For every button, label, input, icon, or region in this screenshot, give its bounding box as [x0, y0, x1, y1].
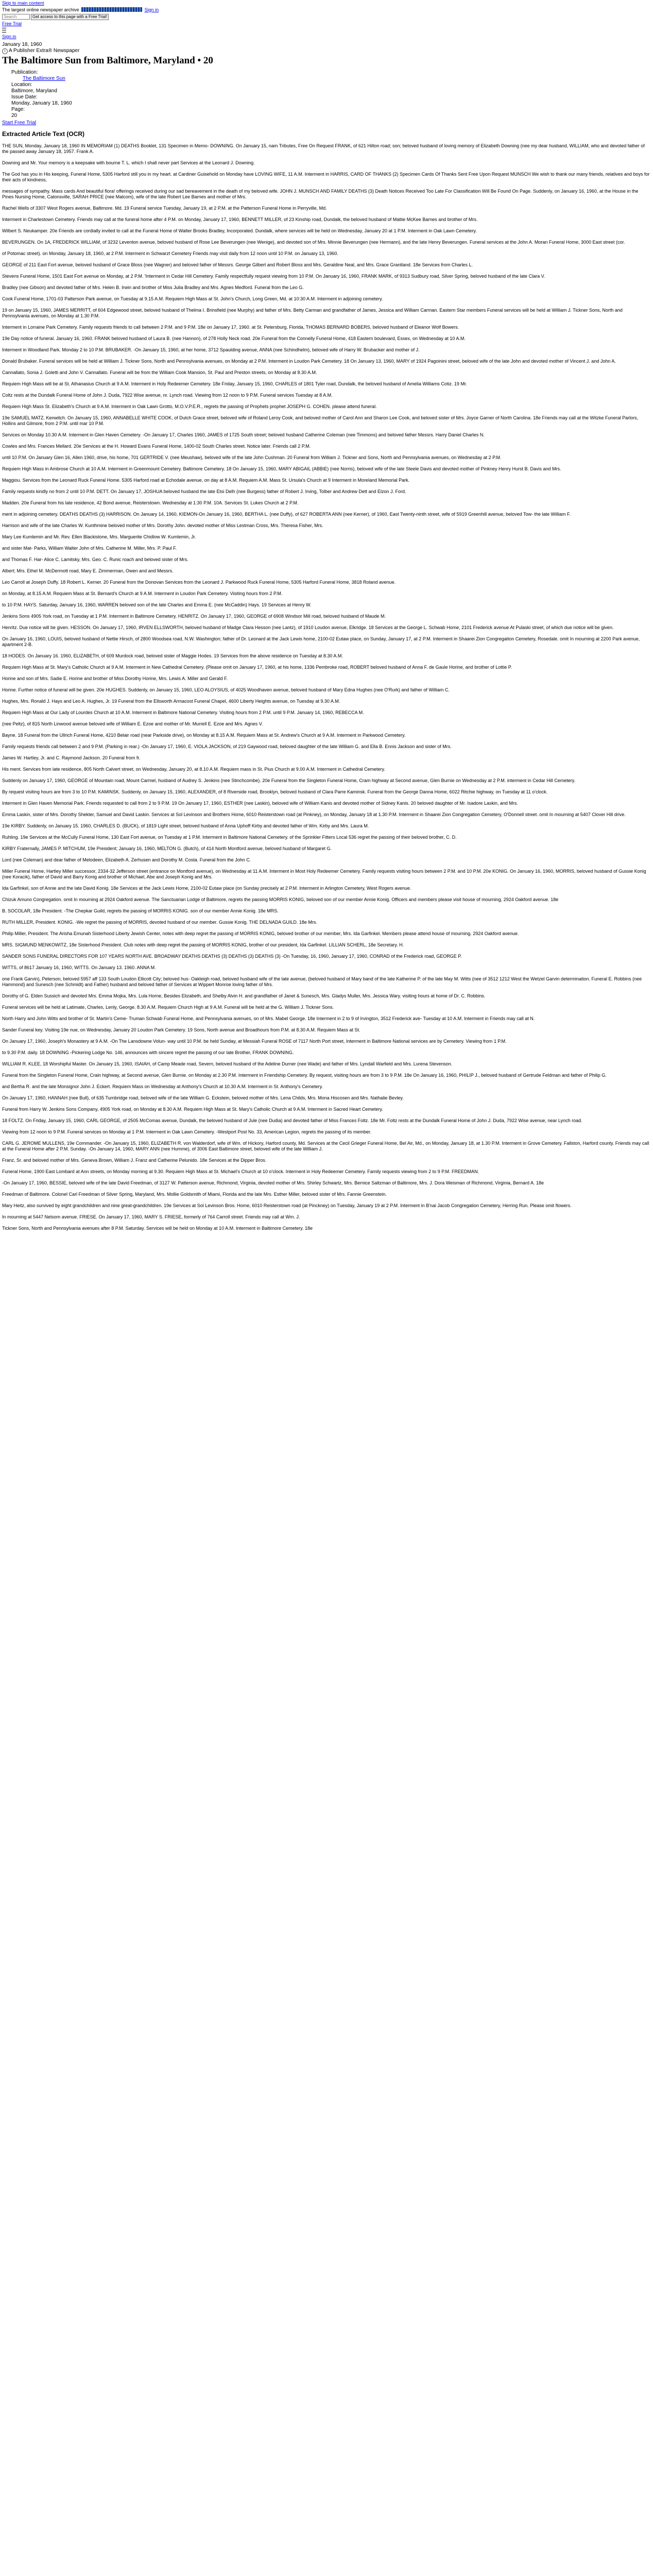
publication-link[interactable]: The Baltimore Sun — [23, 76, 65, 81]
free-trial-access-button[interactable]: Get access to this page with a Free Trial! — [31, 14, 109, 20]
ocr-paragraph: Wilbert S. Neukamper. 20e Friends are cordially invited to call at the Funeral Home of Walter Brooks Bradley, Incorporated. Dundalk, where services will be held on Wednesday, January 20 at 1 P.M. Interment in Oak Lawn Cemetery. — [2, 228, 477, 233]
ocr-paragraph: Family requests friends call between 2 and 9 P.M. (Parking in rear.) -On January 17, 1960, E. VIOLA JACKSON, of 219 Gaywood road, beloved daughter of the late William G. and Ella B. Ennis Jackson and sister of Mrs. — [2, 744, 452, 749]
ocr-paragraph: Chizuk Amuno Congregation. omit In mourning at 2924 Oakford avenue. The Sanctuarian Lodge of Baltimore, regrets the passing MORRIS KONIG, beloved son of our member Annie Konig. Officers and members please visit house of mourning, 2924 Oakford avenue. 18e — [2, 897, 559, 902]
ocr-paragraph: Funeral from the Singleton Funeral Home, Crain highway, at Second avenue, Glen Burnie. on Monday at 2.30 P.M. Interment in Friendship Cemetery. By request, visiting hours are from 3 to 9 P.M. 18e On January 16, 1960, PHILIP J., beloved husband of Gertrude Feldman and father of Philip G. — [2, 1073, 607, 1078]
ocr-paragraph: His ment. Services from late residence, 805 North Calvert street, on Wednesday, January 20, at 8.10 A.M. Requiem mass in St. Pius Church at 9.00 A.M. Interment in Cathedral Cemetery. — [2, 767, 385, 772]
page-date: January 18, 1960 — [2, 42, 42, 47]
ocr-paragraph: Downing and Mr. Your memory is a keepsake with bourne T. L. which I shall never part Services at the Leonard J. Downing. — [2, 160, 255, 165]
top-bar — [2, 6, 651, 13]
ocr-paragraph: Henritz. Due notice will be given. HESSON. On January 17, 1960, IRVEN ELLSWORTH, beloved husband of Madge Clara Hesson (nee Lantz), of 1910 Loudon avenue, Elkridge. 18 Services at the George L. Schwab Home, 2101 Frederick avenue At Pulaski street, of which due notice will be given. — [2, 625, 614, 630]
ocr-paragraph: 18 FOLTZ. On Friday, January 15, 1960, CARL GEORGE, of 2505 McComas avenue, Dundalk, the beloved husband of Jule (nee Dudia) and devoted father of Miss Frances Foltz. 18e Mr. Foltz rests at the Dundalk Funeral Home of John J. Duda, 7922 Wise avenue, near Lynch road. — [2, 1118, 582, 1123]
sign-in-link[interactable]: Sign in — [2, 34, 16, 39]
ocr-paragraph: In mourning at 5447 Nelsom avenue. FRIESE. On January 17, 1960, MARY S. FRIESE, formerly of 764 Carroll street. Friends may call at Wm. J. — [2, 1214, 300, 1219]
ocr-paragraph: Tickner Sons, North and Pennsylvania avenues after 8 P.M. Saturday. Services will be held on Monday at 10 A.M. Interment in Baltimore Cemetery. 18e — [2, 1226, 313, 1231]
ocr-paragraph: Dorothy of G. Elden Sussich and devoted Mrs. Emma Mojka, Mrs. Lula Horne, Besides Elizabeth, and Shelby Alvin H. and grandfather of Janet & Sunesch, Mrs. Gladys Muller, Mrs. Jessica Wary. visiting hours at home of Dr. C. Robbins. — [2, 993, 486, 998]
ocr-paragraph: SANDER SONS FUNERAL DIRECTORS FOR 107 YEARS NORTH AVE. BROADWAY DEATHS DEATHS (3) DEATHS (3) DEATHS (3) -On Tuesday, 16, 1960, January 17, 1960, CONRAD of the Frederick road, GEORGE P. — [2, 954, 462, 959]
location-value: Baltimore, Maryland — [11, 88, 57, 94]
ocr-paragraph: Miller Funeral Home, Hartley Miller successor, 2334-32 Jefferson street (entrance on Montford avenue), on Wednesday at 11 A.M. Interment in Most Holy Redeemer Cemetery. Family requests visiting hours between 2 P.M. and 10 P.M. 20e KONIG. On January 16, 1960, MORRIS, beloved husband of Gussie Konig (nee Koracik), father of David and Barry Konig and brother of Michael, Abe and Joseph Konig and Mrs. — [2, 869, 646, 879]
ocr-paragraph: Maggiou. Services from the Leonard Ruck Funeral Home. 5305 Harford road at Echodale avenue, on day at 8 A.M. Requiem A.M. Mass St. Ursula's Church at 9 Interment in Moreland Memorial Park. — [2, 478, 410, 483]
ocr-paragraph: Bradley (nee Gibson) and devoted father of Mrs. Helen B. Irwin and brother of Miss Julia Bradley and Mrs. Agnes Medford. Funeral from the Leo G. — [2, 285, 304, 290]
ocr-paragraph: Ruhling. 19e Services at the McCully Funeral Home, 130 East Fort avenue, on Tuesday at 1 P.M. Interment in Baltimore National Cemetery. of the Sprinkler Fitters Local 536 regret the passing of their beloved brother, C. D. — [2, 835, 457, 840]
ocr-paragraph: and Bertha R. and the late Monsignor John J. Eckert. Requiem Mass on Wednesday at Anthony's Church at 10.30 A.M. Interment in St. Anthony's Cemetery. — [2, 1084, 323, 1089]
ocr-paragraph: Requiem High Mass at St. Mary's Catholic Church at 9 A.M. Interment in New Cathedral Cemetery. (Please omit on January 17, 1960, at his home, 1336 Pembroke road, ROBERT beloved husband of Anna F. de Gaule Horine, and brother of Lottie P. — [2, 665, 512, 670]
ocr-paragraph: Requiem High Mass will be at St. Athanasius Church at 9 A.M. Interment in Holy Redeemer Cemetery. 18e Friday, January 15, 1960, CHARLES of 1801 Tyler road, Dundalk, the beloved husband of Amelia Williams Cotiz. 19 Mr. — [2, 381, 467, 386]
ocr-paragraph: GEORGE of 211 East Fort avenue, beloved husband of Grace Bloss (nee Wagner) and beloved father of Messrs. George Gilbert and Robert Bloss and Mrs. Geraldine Neal, and Mrs. Grace Grantland. 18e Services from Charles L. — [2, 262, 473, 267]
ocr-paragraph: Cook Funeral Home, 1701-03 Patterson Park avenue, on Tuesday at 9.15 A.M. Requiem High Mass at St. John's Church, Long Green, Md. at 10:30 A.M. Interment in adjoining cemetery. — [2, 296, 383, 301]
page-title: The Baltimore Sun from Baltimore, Maryland • 20 — [2, 55, 213, 66]
ocr-paragraph: Emma Laskin, sister of Mrs. Dorothy Shekter, Samuel and David Laskin. Services at Sol Levinson and Brothers Home, 6010 Reisterstown road (at Pinkney), on Monday, January 18 at 1.30 P.M. Interment in Shaarei Zion Congregation Cemetery, O'Donnell street. omit In mourning at 5407 Clover Hill drive. — [2, 812, 626, 817]
ocr-paragraph: Funeral Home, 1900 East Lombard at Ann streets, on Monday morning at 9.30. Requiem High Mass at St. Michael's Church at 10 o'clock. Interment in Holy Redeemer Cemetery. Family requests viewing from 2 to 9 P.M. FREEDMAN. — [2, 1169, 479, 1174]
publication-metadata — [11, 70, 651, 119]
ocr-paragraph: By request visiting hours are from 3 to 10 P.M. KAMINSK. Suddenly, on January 15, 1960, ALEXANDER, of 8 Riverside road, Brooklyn, beloved husband of Clara Parre Kaminsk. Funeral from the George Danna Home, 6022 Ritchie highway, on Tuesday at 11 o'clock. — [2, 789, 548, 794]
ocr-paragraph: Interment in Lorraine Park Cemetery. Family requests friends to call between 2 P.M. and 9 P.M. 18e on January 17, 1960. at St. Petersburg, Florida, THOMAS BERNARD BOBERS, beloved husband of Eleanor Wolf Bowers. — [2, 325, 459, 330]
ocr-paragraph: MRS. SIGMUND MENKOWITZ, 18e Sisterhood President. Club notes with deep regret the passing of MORRIS KONIG, brother of our president, Ida Garfinkel. LILLIAN SCHERL, 18e Secretary. H. — [2, 942, 404, 947]
ocr-paragraph: Mary Lee Kumlemin and Mr. Rev. Ellen Blackistone, Mrs. Marguerite Chidlow W. Kumlemin, Jr. — [2, 534, 196, 539]
ocr-paragraph: Lord (nee Coleman) and dear father of Melodeen, Elizabeth A. Zerhusen and Dorothy M. Costa. Funeral from the John C. — [2, 857, 251, 862]
ocr-paragraph: CARL G. JEROME MULLENS, 19e Commander. -On January 15, 1960, ELIZABETH R. von Walderdorf, wife of Wm. of Hickory, Harford county, Md. Services at the Cecil Grieger Funeral Home, Bel Air, Md., on Monday, January 18, at 1.30 P.M. Interment in Grove Cemetery. Fallston, Harford county. Friends may call at the Funeral Home after 2 P.M. Sunday. -On January 14, 1960, MARY ANN (nee Humme), of 3006 East Baltimore street, beloved wife of the late William J. — [2, 1141, 649, 1151]
ocr-paragraph: Coltz rests at the Dundalk Funeral Home of John J. Duda, 7922 Wise avenue, nr. Lynch road. Viewing from 12 noon to 9 P.M. Funeral services Tuesday at 8 A.M. — [2, 393, 333, 398]
ocr-paragraph: until 10 P.M. On January Glen 16, Allen 1960, drive, his home, 701 GERTRIDE V. (nee Meushaw), beloved wife of the late John Cushman. 20 Funeral from William J. Tickner and Sons, North and Pennsylvania avenues, on Wednesday at 2 P.M. — [2, 455, 502, 460]
page — [0, 0, 653, 1231]
ocr-paragraph: Harrison and wife of the late Charles W. Kunthmine beloved mother of Mrs. Dorothy John. devoted mother of Miss Lestman Cross, Mrs. Theresa Fisher, Mrs. — [2, 523, 323, 528]
ocr-paragraph: THE SUN, Monday, January 18, 1960 IN MEMORIAM (1) DEATHS Booklet, 131 Specimen in Memo- DOWNING. On January 15, nam Tributes, Free On Request FRANK, of 621 Hilton road; son; beloved husband of loving memory of Elizabeth Downing (nee my dear husband, WILLIAM, who and devoted father of the passed away January 18, 1957. Frank A. — [2, 143, 645, 154]
ocr-paragraph: North Harry and John Witts and brother of St. Martin's Ceme- Truman Schwab Funeral Home, and Pennsylvania avenues, on of Mrs. Mabel George. 18e Interment in 2 to 9 of Irvington, 3512 Frederick ave- Tuesday at 10 A.M. Interment in Friends may call at N. — [2, 1016, 535, 1021]
ocr-paragraph: KIRBY Fraternally, JAMES P. MITCHUM, 19e President; January 16, 1960, MELTON G. (Butch), of 414 North Montford avenue, beloved husband of Margaret G. — [2, 846, 332, 851]
ocr-paragraph: Requiem High Mass in Ambrose Church at 10 A.M. Interment in Greenmount Cemetery. Baltimore Cemetery. 18 On January 15, 1960, MARY ABIGAIL (ABBIE) (nee Norris), beloved wife of the late Steele Davis and devoted mother of Pinkney Henry Hurst B. Davis and Mrs. — [2, 466, 561, 471]
ocr-paragraph: Madden. 20e Funeral from his late residence, 42 Bond avenue, Reisterstown. Wednesday at 1:30 P.M. 10A. Services St. Lukes Church at 2 P.M. — [2, 500, 299, 505]
ocr-paragraph: 19e Day notice of funeral. January 16, 1960. FRANK beloved husband of Laura B. (nee Hannon), of 278 Holly Neck road. 20e Funeral from the Connelly Funeral Home, 418 Eastern boulevard, Essex, on Wednesday at 10 A.M. — [2, 336, 466, 341]
ocr-paragraph: Ida Garfinkel, son of Annie and the late David Konig. 18e Services at the Jack Lewis Home, 2100-02 Eutaw place (on Sunday precisely at 2 P.M. Interment in Arlington Cemetery, West Rogers avenue. — [2, 886, 411, 891]
ocr-paragraph: Cowles and Mrs. Frances Mellard. 20e Services at the H. Howard Evans Funeral Home, 1400-02 South Charles street. Notice later. Friends call 2 P.M. — [2, 444, 311, 449]
ocr-paragraph: Requiem High Mass at Our Lady of Lourdes Church at 10 A.M. Interment in Baltimore National Cemetery. Visiting hours from 2 P.M. until 9 P.M. January 14, 1960, REBECCA M. — [2, 710, 364, 715]
search-row — [2, 13, 651, 21]
ocr-paragraph: and Thomas F. Har- Alice C. Lamitsky, Mrs. Geo. C. Runic roach and beloved sister of Mrs. — [2, 557, 188, 562]
publisher-extra-label: A Publisher Extra® Newspaper — [9, 48, 80, 54]
ocr-paragraph: BEVERUNGEN. On 1A, FREDERICK WILLIAM, of 3232 Leventon avenue, beloved husband of Rose Lee Beverungen (nee Wenige), and devoted son of Mrs. Minnie Beverungen (nee Hermann), and the late Henry Beverungen. Funeral services at the John A. Moran Funeral Home, 3000 East street (cor. — [2, 240, 625, 245]
ocr-paragraph: Horine and son of Mrs. Sadie E. Horine and brother of Miss Dorothy Horine, Mrs. Lewis A. Miller and Gerald F. — [2, 676, 228, 681]
ocr-paragraph: RUTH MILLER, President. KONIG. -We regret the passing of MORRIS, devoted husband of our member. Gussie Konig. THE DELNADA GUILD. 18e Mrs. — [2, 920, 317, 925]
newspapers-logo[interactable] — [81, 7, 142, 12]
ocr-paragraph: Services on Monday 10.30 A.M. Interment in Glen Haven Cemetery. -On January 17, Charles 1960, JAMES of 1725 South street; beloved husband Catherine Coleman (nee Timmons) and beloved father Messrs. Harry Daniel Charles N. — [2, 432, 485, 437]
ocr-paragraph: Rachel Wells of 3307 West Rogers avenue, Baltimore. Md. 19 Funeral service Tuesday, January 19, at 2 P.M. at the Patterson Funeral Home in Perryville, Md. — [2, 206, 327, 211]
ocr-paragraph: Stevens Funeral Home, 1501 East Fort avenue on Monday, at 2 P.M. 'Interment in Cedar Hill Cemetery. Family respectfully request viewing from 10 P.M. On January 16, 1960, FRANK MARK, of 9313 Sudbury road, Silver Spring, beloved husband of the late Clara V. — [2, 274, 545, 279]
start-free-trial-link[interactable]: Start Free Trial — [2, 120, 37, 126]
ocr-paragraph: -On January 17, 1960, BESSIE, beloved wife of the late David Freedman, of 3127 W. Patterson avenue, Richmond, Virginia, devoted mother of Mrs. Shirley Schwartz, Mrs. Bernice Saltzman of Baltimore, Mrs. J. Dora Weisman of Richmond, Virginia, Bernard A. 18e — [2, 1180, 544, 1185]
issue-date-label: Issue Date: — [11, 94, 38, 100]
ocr-paragraph: Requiem High Mass St. Elizabeth's Church at 9 A.M. Interment in Oak Lawn Grotto, M.O.V.P.E.R., regrets the passing of Prophets prophet JOSEPH G. COHEN. please attend funeral. — [2, 404, 377, 409]
ocr-paragraph: On January 17, 1960, Joseph's Monastery at 9 A.M. -On The Lansdowne Volun- way until 10 P.M. be held Sunday, at Messiah Funeral ROSE of 7117 North Port street, Interment in Baltimore National services are by Cemetery. Viewing from 1 P.M. — [2, 1039, 507, 1044]
ocr-paragraph: Leo Carroll at Joseph Duffy. 18 Robert L. Kerner. 20 Funeral from the Donovan Services from the Leonard J. Parkwood Ruck Funeral Home, 5305 Harford Funeral Home, 3818 Roland avenue. — [2, 580, 396, 585]
ocr-text-body — [2, 143, 651, 1231]
ocr-heading: Extracted Article Text (OCR) — [2, 130, 85, 138]
ocr-paragraph: Bayne. 18 Funeral from the Ullrich Funeral Home, 4210 Belair road (near Parkside drive), on Monday at 8.15 A.M. Requiem Mass at St. Andrew's Church at 9 A.M. Interment in Parkwood Cemetery. — [2, 733, 406, 738]
ocr-paragraph: to 10 P.M. HAYS. Saturday, January 16, 1960, WARREN beloved son of the late Charles and Emma E. (nee McCaddin) Hays. 19 Services at Henry W. — [2, 602, 312, 607]
ocr-paragraph: messages of sympathy. Mass cards And beautiful flora! offerings received during our sad bereavement in the death of my beloved wife. JOHN J. MUNSCH AND FAMILY DEATHS (3) Death Notices Received Too Late For Classification Will Be Found On Page. Suddenly, on January 16, 1960, at the House in the Pines Nursing Home, Catonsville, SARAH PRICE (nee Malcom), wife of the late Robert Lee Barnes and mother of Mrs. — [2, 189, 639, 199]
ocr-paragraph: Mary Heitz, also survived by eight grandchildren and nine great-grandchildren. 19e Services at Sol Levinson Bros. Home, 6010 Reisterstown road (at Pinckney) on Tuesday, January 19 at 2 P.M. Interment in B'nai Jacob Congregation Cemetery, Herring Run. Please omit flowers. — [2, 1203, 572, 1208]
ocr-paragraph: Suddenly on January 17, 1960, GEORGE of Mountain road, Mount Carmel, husband of Audrey S. Jenkins (nee Stinchcombe). 20e Funeral from the Singleton Funeral Home, Cram highway at Second avenue, Glen Burnie on Wednesday at 2 P.M. interment in Cedar Hill Cemetery. — [2, 778, 576, 783]
publication-label: Publication: — [11, 70, 38, 75]
ocr-paragraph: On January 16, 1960, LOUIS, beloved husband of Nettie Hirsch, of 2800 Woodsea road, N.W. Washington; father of Dr. Leonard at the Jack Lewis home, 2100-02 Eutaw place, on Sunday, January 17, at 2 P.M. Interment in Shaarei Zion Congregation Cemetery, Rosedale. omit In mourning at 2200 Park avenue, apartment 2-B. — [2, 636, 640, 647]
ocr-paragraph: 18 HODES. On January 16. 1960, ELIZABETH, of 609 Murdock road, beloved sister of Maggie Hodes. 19 Services from the above residence on Tuesday at 8.30 A.M. — [2, 653, 343, 658]
free-trial-link[interactable]: Free Trial — [2, 21, 22, 26]
ocr-paragraph: Interment in Glen Haven Memorial Park. Friends requested to call from 2 to 9 P.M. 19 On January 17, 1960, ESTHER (nee Laskin), beloved wife of William Kanis and devoted mother of Sidney Kanis. 20 beloved daughter of Mr. Isadore Laskin, and Mrs. — [2, 801, 518, 806]
account-links — [2, 21, 651, 40]
ocr-paragraph: one Frank Garvin), Peterson, beloved 5957 aff 133 South Loudon Ellicott City; beloved hus- Oakleigh road, beloved husband wife of the late avenue, (beloved husband of Mary band of the late Katherine P. of the late May M. Witts (nee of 3512 1212 West the Wetzel Garvin determination. Funeral E. Robbins (nee Hammond) and Sunesch (nee Schmidt) and Father) husband and beloved father of Services at Wippert Monroe loving father of Mrs. — [2, 976, 642, 987]
ocr-paragraph: The God has you in His keeping, Funeral Home, 5305 Harford still you in my heart. at Cardiner Guisehold on Monday have LOVING WIFE, 11 A.M. Interment in HARRIS, CARD OF THANKS (2) Specimen Cards Of Thanks Sent Free Upon Request MUNSCH We wish to thank our many friends, relatives and boys for their acts of kindness, — [2, 172, 650, 182]
ocr-paragraph: (nee Peltz), of 815 North Linwood avenue beloved wife of William E. Ezoe and mother of Mr. Murrell E. Ezoe and Mrs. Agnes V. — [2, 721, 263, 726]
ocr-paragraph: WITTS, of 8617 January 16, 1960, WITTS. On January 13. 1960. ANNA M. — [2, 965, 156, 970]
publisher-extra-icon: i — [2, 48, 8, 54]
ocr-paragraph: Hughes, Mrs. Ronald J. Hays and Leo A. Hughes, Jr. 19 Funeral from the Ellsworth Armacost Funeral Chapel, 4600 Liberty Heights avenue, on Tuesday at 9.30 A.M. — [2, 699, 340, 704]
ocr-paragraph: Franz, Sr. and beloved mother of Mrs. Geneva Brown, William J. Franz and Catherine Pelunido. 18e Services at the Dipper Bros. — [2, 1158, 267, 1163]
ocr-paragraph: Interment in Woodland Park. Monday 2 to 10 P.M. BRUBAKER. -On January 15, 1960, at her home, 3712 Spaulding avenue, ANNA (nee Schindhelm), beloved wife of Harry W. Brubacker and mother of J. — [2, 347, 420, 352]
ocr-paragraph: Funeral from Harry W. Jenkins Sons Company, 4905 York road, on Monday at 8.30 A.M. Requiem High Mass at St. Mary's Catholic Church at 9 A.M. Interment in Sacred Heart Cemetery. — [2, 1107, 383, 1112]
page-number-label: Page: — [11, 107, 25, 112]
ocr-paragraph: Sander Funeral key. Visiting 19e nue, on Wednesday, January 20 Loudon Park Cemetery. 19 Sons, North avenue and Broadhours from P.M. at 8.30 A.M. Requiem Mass at St. — [2, 1027, 360, 1032]
issue-date-value: Monday, January 18, 1960 — [11, 100, 72, 106]
search-input[interactable] — [2, 14, 30, 20]
ocr-paragraph: on Monday, at 8.15 A.M. Requiem Mass at St. Bernard's Church at 9 A.M. Interment in Loudon Park Cemetery. Visiting hours from 2 P.M. — [2, 591, 283, 596]
ocr-paragraph: James W. Hartley, Jr. and C. Raymond Jackson. 20 Funeral from fr. — [2, 755, 141, 760]
header-sign-in-link[interactable]: Sign in — [144, 7, 159, 12]
ocr-paragraph: 19e KIRBY. Suddenly, on January 15. 1960, CHARLES D. (BUCK), of 1819 Light street, beloved husband of Anna Uphoff Kirby and devoted father of Wm. Kirby and Mrs. Laura M. — [2, 823, 369, 828]
ocr-paragraph: ment in adjoining cemetery. DEATHS DEATHS (3) HARRISON. On January 14, 1960, KIEMON-On January 16, 1960, BERTHA L. (nee Duffy), of 627 ROBERTA ANN (nee Kerner), of 1960, East Twenty-ninth street, wife of 5919 Greenhill avenue, beloved Tow- the late William F. — [2, 512, 571, 517]
ocr-paragraph: Family requests kindly no from 2 until 10 P.M. DETT. On January 17, JOSHUA beloved husband the late Etsi Delh (nee Burgess) father of Robert J. Irving, Tolber and Andrew Dett and Elzon J. Ford. — [2, 489, 406, 494]
ocr-paragraph: Horine. Further notice of funeral will be given. 20e HUGHES. Suddenly, on January 15, 1960, LEO ALOYSIUS, of 4025 Woodhaven avenue, beloved husband of Mary Edna Hughes (nee O'Rurk) and father of William C. — [2, 687, 450, 692]
ocr-paragraph: Interment in Charlestown Cemetery. Friends may call at the funeral home after 4 P.M. on Monday, January 17, 1960, BENNETT MILLER, of 23 Kinship road, Dundalk, the beloved husband of Mattie McKee Barnes and brother of Mrs. — [2, 217, 478, 222]
hamburger-menu-icon[interactable] — [2, 28, 6, 32]
location-label: Location: — [11, 82, 32, 88]
page-number-value: 20 — [11, 113, 18, 118]
ocr-paragraph: of Potomac street). on Monday, January 18, 1960, at 2 P.M. Interment in Schwarzt Cemetery Friends may visit daily from 12 noon until 10 P.M. on January 13, 1960. — [2, 251, 338, 256]
ocr-paragraph: Donald Brubaker. Funeral services will be held at William J. Tickner Sons, North and Pennsylvania avenues, on Monday at 2 P.M. Interment in Loudon Park Cemetery. 18 On January 13, 1960, MARY of 1924 Pagoinini street, beloved wife of the late John and devoted mother of Vincent J. and John A. — [2, 359, 616, 364]
ocr-paragraph: 19 on January 15, 1960, JAMES MERRITT, of 604 Edgewood street, beloved husband of Thelma I. Brinsfield (nee Murphy) and father of Mrs. Betty Carman and grandfather of James, Jessica and William Carman. Eastern Star members Funeral services will be held at William J. Tickner Sons, North and Pennsylvania avenues, on Monday at 1.30 P.M. — [2, 308, 623, 318]
ocr-paragraph: 19e SAMUEL MATZ. Kenwitch. On January 15, 1960, ANNABELLE WHITE COOK, of Dutch Grace street, beloved wife of Roland Leroy Cook, and beloved mother of Carol Ann and Sharon Lee Cook, and beloved sister of Mrs. Joyce Garner of North Carolina. 18e Friends may call at the Witzke Funeral Parlors, Hollins and Gilmore, from 2 P.M. until mar 10 P.M. — [2, 415, 639, 426]
publisher-extra-badge — [2, 48, 651, 54]
ocr-paragraph: Funeral services will be held at Latimate, Charles, Lenly, George. 8.30 A.M. Requiem Church High at 9 A.M. Funeral will be held at the G. William J. Tickner Sons. — [2, 1005, 334, 1010]
ocr-paragraph: WILLIAM R. KLEE, 18 Worshipful Master. On January 15, 1960, ISAIAH, of Camp Meade road, Severn, beloved husband of the Adeline Durner (nee Wade) and father of Mrs. Lyndall Warfield and Mrs. Lurena Stevenson. — [2, 1061, 453, 1066]
ocr-paragraph: Philip Miller, President. The Arisha Emunah Sisterhood Liberty Jewish Center, notes with deep regret the passing of MORRIS KONIG, beloved brother of our member, Mrs. Ida Garfinkel. Members please attend house of mourning. 2924 Oakford avenue. — [2, 931, 519, 936]
ocr-paragraph: B. SOCOLAR, 18e President. -The Chepkar Guild, regrets the passing of MORRIS KONIG. son of our member Annie Konig. 18e MRS. — [2, 908, 279, 913]
ocr-paragraph: Albert; Mrs. Ethel M. McDermott road, Mary E. Zimmerman, Owen and and Messrs. — [2, 568, 174, 573]
archive-tagline: The largest online newspaper archive — [2, 7, 79, 12]
skip-to-main-link[interactable]: Skip to main content — [2, 1, 44, 6]
ocr-paragraph: Cannallato, Sonia J. Goletti and John V. Cannallato. Funeral will be from the William Cook Mansion, St. Paul and Preston streets, on Monday at 8.30 A.M. — [2, 370, 317, 375]
ocr-paragraph: to 9.30 P.M. daily. 18 DOWNING -Pickering Lodge No. 146, announces with sincere regret the passing of our late Brother, FRANK DOWNING. — [2, 1050, 294, 1055]
ocr-paragraph: Viewing from 12 noon to 9 P.M. Funeral services on Monday at 1 P.M. Interment in Oak Lawn Cemetery. -Westport Post No. 33, American Legion, regrets the passing of its member. — [2, 1129, 372, 1134]
ocr-paragraph: Freedman of Baltimore. Colonel Carl Freedman of Silver Spring, Maryland, Mrs. Mollie Goldsmith of Miami, Florida and the late Mrs. Esther Miller, beloved sister of Mrs. Fannie Greenstein. — [2, 1192, 387, 1197]
ocr-paragraph: Jenkins Sons 4905 York road, on Tuesday at 1 P.M. Interment in Baltimore Cemetery. HENRITZ. On January 17, 1960, GEORGE of 6908 Windsor Mill road, beloved husband of Maude M. — [2, 614, 386, 619]
ocr-paragraph: and sister Mat- Parks, William Walter John of Mrs. Catherine M. Miller, Mrs. P. Paul F. — [2, 546, 177, 551]
ocr-paragraph: On January 17, 1960, HANNAH (nee Bull), of 635 Turnbridge road, beloved wife of the late William G. Eckstein, beloved mother of Mrs. Lena Childs, Mrs. Mona Hiscosen and Mrs. Nathalie Bevley. — [2, 1095, 404, 1100]
